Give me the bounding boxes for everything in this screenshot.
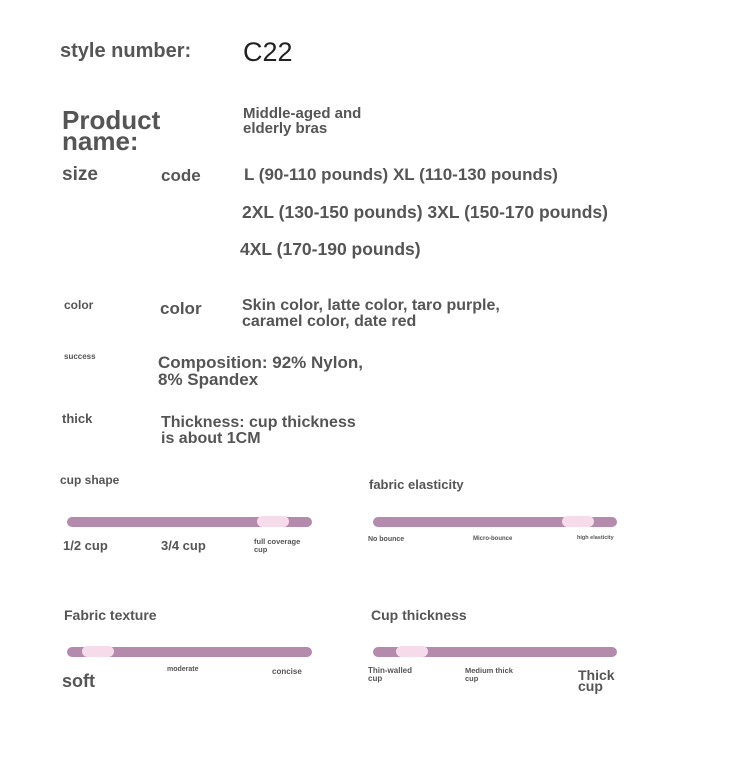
cup-shape-level-indicator — [257, 516, 289, 527]
thickness-label: thick — [62, 411, 93, 426]
fabric-texture-label-mid: moderate — [167, 666, 199, 673]
fabric-elasticity-title: fabric elasticity — [369, 477, 464, 492]
cup-shape-title: cup shape — [60, 473, 120, 487]
thickness-value: Thickness: cup thickness is about 1CM — [161, 414, 356, 447]
cup-thickness-label-mid: Medium thick cup — [465, 666, 513, 683]
cup-thickness-label-high: Thick cup — [578, 667, 615, 694]
cup-shape-label-low: 1/2 cup — [63, 538, 108, 553]
cup-thickness-label-low: Thin-walled cup — [368, 666, 412, 683]
fabric-texture-level-indicator — [82, 646, 114, 657]
cup-thickness-title: Cup thickness — [371, 607, 467, 623]
product-name-value: Middle-aged and elderly bras — [243, 105, 362, 137]
cup-shape-label-mid: 3/4 cup — [161, 538, 206, 553]
size-label: size — [62, 164, 98, 185]
fabric-elasticity-label-mid: Micro-bounce — [473, 536, 513, 542]
size-line-3: 4XL (170-190 pounds) — [240, 239, 421, 259]
size-code-label: code — [161, 166, 201, 185]
composition-value: Composition: 92% Nylon, 8% Spandex — [158, 353, 363, 389]
composition-label: success — [64, 352, 96, 361]
fabric-elasticity-level-indicator — [562, 516, 594, 527]
fabric-elasticity-label-high: high elasticity — [577, 535, 614, 541]
fabric-elasticity-label-low: No bounce — [368, 536, 405, 543]
fabric-texture-label-low: soft — [62, 671, 95, 691]
style-number-label: style number: — [60, 40, 192, 62]
cup-thickness-level-indicator — [396, 646, 428, 657]
color-sub-label: color — [160, 299, 202, 318]
size-line-1: L (90-110 pounds) XL (110-130 pounds) — [244, 165, 558, 184]
color-label: color — [64, 298, 94, 312]
fabric-texture-label-high: concise — [272, 667, 302, 676]
size-line-2: 2XL (130-150 pounds) 3XL (150-170 pounds) — [242, 202, 608, 222]
color-value: Skin color, latte color, taro purple, caramel color, date red — [242, 297, 500, 330]
cup-shape-label-high: full coverage cup — [254, 537, 301, 554]
fabric-texture-title: Fabric texture — [64, 607, 157, 623]
product-name-label: Product name: — [62, 105, 161, 156]
style-number-value: C22 — [243, 37, 293, 67]
